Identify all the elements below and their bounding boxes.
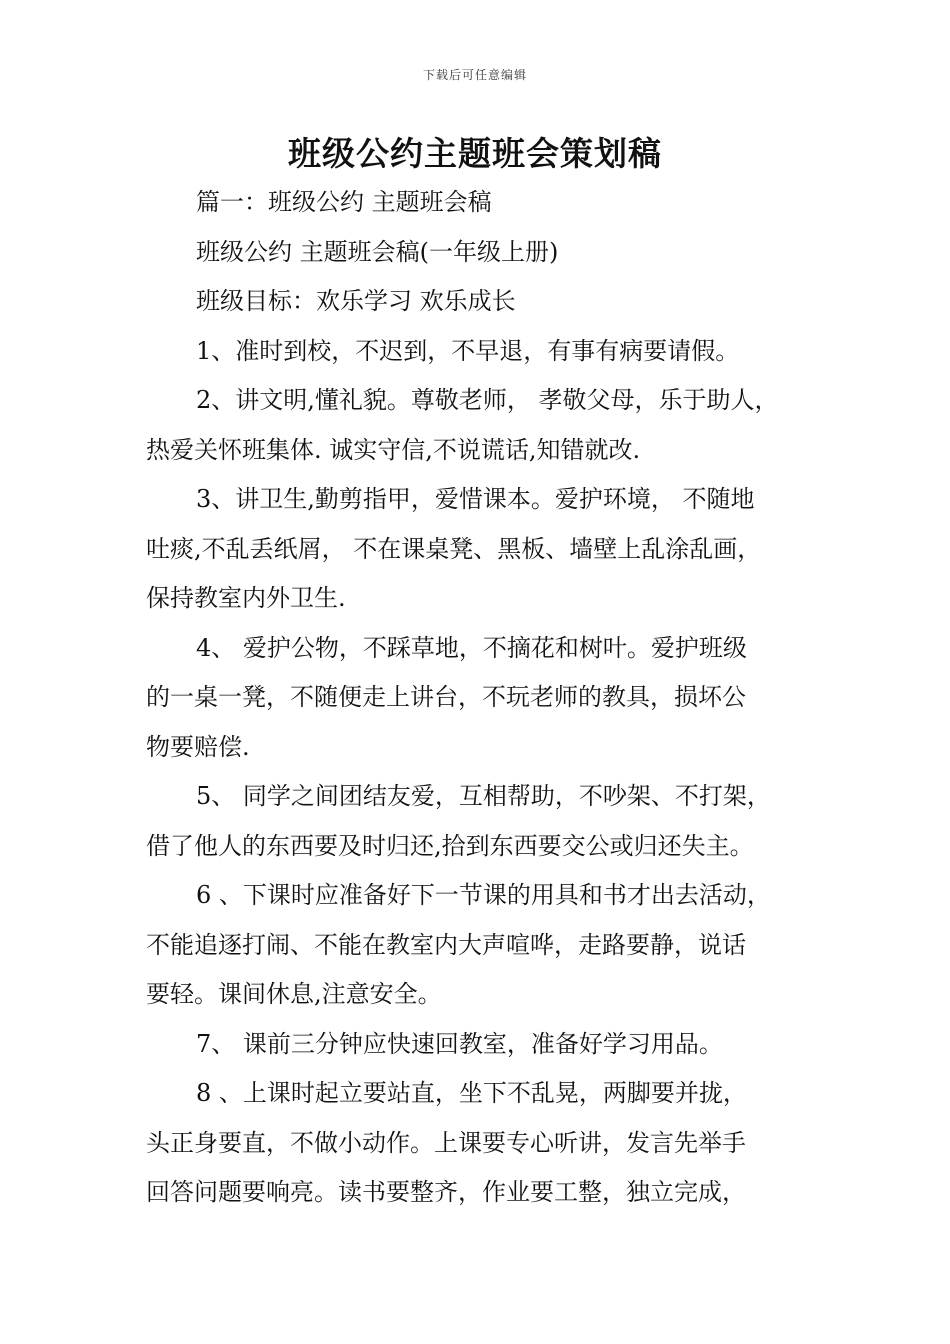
- text-line: 6 、下课时应准备好下一节课的用具和书才出去活动，: [196, 881, 771, 909]
- text-line: 物要赔偿.: [146, 732, 250, 761]
- text-line: 头正身要直，不做小动作。上课要专心听讲，发言先举手: [146, 1128, 746, 1157]
- header-note: 下载后可任意编辑: [422, 68, 527, 82]
- text-line: 班级公约 主题班会稿(一年级上册): [196, 237, 559, 266]
- text-line: 篇一：班级公约 主题班会稿: [196, 188, 492, 216]
- text-line: 保持教室内外卫生.: [146, 584, 346, 612]
- text-line: 5、 同学之间团结友爱，互相帮助，不吵架、不打架，: [196, 782, 771, 810]
- text-line: 不能追逐打闹、不能在教室内大声喧哗，走路要静，说话: [146, 930, 746, 959]
- text-line: 班级目标：欢乐学习 欢乐成长: [196, 287, 516, 315]
- text-line: 4、 爱护公物，不踩草地，不摘花和树叶。爱护班级: [196, 633, 747, 662]
- text-line: 借了他人的东西要及时归还,拾到东西要交公或归还失主。: [146, 831, 754, 860]
- text-line: 回答问题要响亮。读书要整齐，作业要工整，独立完成，: [146, 1178, 746, 1206]
- document-body: [146, 178, 816, 1218]
- document-title: 班级公约主题班会策划稿: [288, 134, 662, 173]
- text-line: 2、讲文明,懂礼貌。尊敬老师， 孝敬父母，乐于助人，: [196, 386, 779, 414]
- text-line: 7、 课前三分钟应快速回教室，准备好学习用品。: [196, 1029, 723, 1058]
- text-line: 3、讲卫生,勤剪指甲，爱惜课本。爱护环境， 不随地: [196, 485, 755, 513]
- text-line: 热爱关怀班集体. 诚实守信,不说谎话,知错就改.: [146, 435, 641, 464]
- text-line: 要轻。课间休息,注意安全。: [146, 980, 442, 1008]
- text-line: 吐痰,不乱丢纸屑， 不在课桌凳、黑板、墙壁上乱涂乱画，: [146, 534, 762, 563]
- text-line: 8 、上课时起立要站直，坐下不乱晃，两脚要并拢，: [196, 1079, 747, 1107]
- text-line: 1、准时到校，不迟到，不早退，有事有病要请假。: [196, 336, 740, 365]
- text-line: 的一桌一凳，不随便走上讲台，不玩老师的教具，损坏公: [146, 683, 746, 711]
